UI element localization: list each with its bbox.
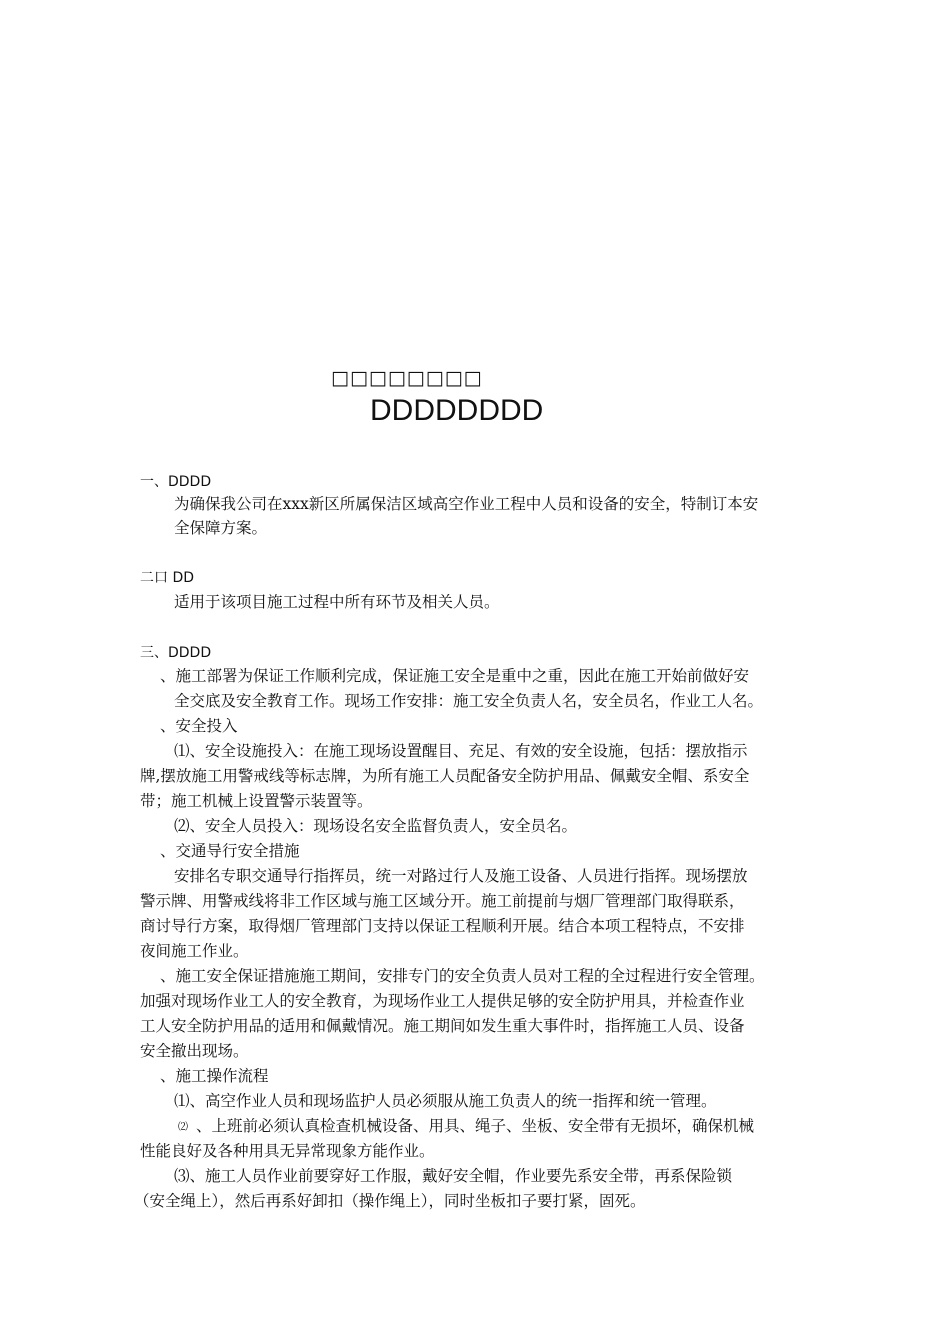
section-1-line-1: 为确保我公司在xxx新区所属保洁区域高空作业工程中人员和设备的安全，特制订本安 xyxy=(174,495,759,513)
section-3-line-20: 性能良好及各种用具无异常现象方能作业。 xyxy=(140,1142,435,1160)
section-3-line-10: 警示牌、用警戒线将非工作区域与施工区域分开。施工前提前与烟厂管理部门取得联系， xyxy=(140,892,745,910)
section-3-line-6: 带；施工机械上设置警示装置等。 xyxy=(140,792,373,810)
item-number-2: ⑵ xyxy=(178,1122,188,1133)
section-3-line-7: ⑵、安全人员投入：现场设名安全监督负责人，安全员名。 xyxy=(174,817,578,835)
section-3-line-12: 夜间施工作业。 xyxy=(140,942,249,960)
section-3-line-22: （安全绳上），然后再系好卸扣（操作绳上），同时坐板扣子要打紧，固死。 xyxy=(134,1192,646,1210)
section-3-line-21: ⑶、施工人员作业前要穿好工作服，戴好安全帽，作业要先系安全带，再系保险锁 xyxy=(174,1167,733,1185)
section-3-line-14: 加强对现场作业工人的安全教育，为现场作业工人提供足够的安全防护用具，并检查作业 xyxy=(140,992,745,1010)
section-3-line-17: 、施工操作流程 xyxy=(160,1067,269,1085)
section-3-line-15: 工人安全防护用品的适用和佩戴情况。施工期间如发生重大事件时，指挥施工人员、设备 xyxy=(140,1017,745,1035)
section-3-line-4: ⑴、安全设施投入：在施工现场设置醒目、充足、有效的安全设施，包括：摆放指示 xyxy=(174,742,748,760)
section-2-heading: 二口 DD xyxy=(140,570,195,586)
section-1-heading: 一、DDDD xyxy=(140,474,212,490)
section-3-line-8: 、交通导行安全措施 xyxy=(160,842,300,860)
section-3-line-3: 、安全投入 xyxy=(160,717,238,735)
section-3-line-1: 、施工部署为保证工作顺利完成，保证施工安全是重中之重，因此在施工开始前做好安 xyxy=(160,667,750,685)
document-title-line-1: □□□□□□□□ xyxy=(331,367,483,389)
section-1-line-2: 全保障方案。 xyxy=(174,519,268,537)
section-3-line-19-prefix xyxy=(178,1114,188,1140)
section-3-line-2: 全交底及安全教育工作。现场工作安排：施工安全负责人名，安全员名，作业工人名。 xyxy=(174,692,764,710)
section-3-heading: 三、DDDD xyxy=(140,645,212,661)
document-title-line-2: DDDDDDDD xyxy=(370,394,544,427)
section-3-line-16: 安全撤出现场。 xyxy=(140,1042,249,1060)
section-3-line-19: 、上班前必须认真检查机械设备、用具、绳子、坐板、安全带有无损坏，确保机械 xyxy=(196,1117,755,1135)
section-3-line-9: 安排名专职交通导行指挥员，统一对路过行人及施工设备、人员进行指挥。现场摆放 xyxy=(174,867,748,885)
section-3-line-11: 商讨导行方案，取得烟厂管理部门支持以保证工程顺利开展。结合本项工程特点，不安排 xyxy=(140,917,745,935)
section-3-line-13: 、施工安全保证措施施工期间，安排专门的安全负责人员对工程的全过程进行安全管理。 xyxy=(160,967,765,985)
section-3-line-18: ⑴、高空作业人员和现场监护人员必须服从施工负责人的统一指挥和统一管理。 xyxy=(174,1092,717,1110)
section-2-line-1: 适用于该项目施工过程中所有环节及相关人员。 xyxy=(174,593,500,611)
section-3-line-5: 牌,摆放施工用警戒线等标志牌，为所有施工人员配备安全防护用品、佩戴安全帽、系安全 xyxy=(140,767,750,785)
